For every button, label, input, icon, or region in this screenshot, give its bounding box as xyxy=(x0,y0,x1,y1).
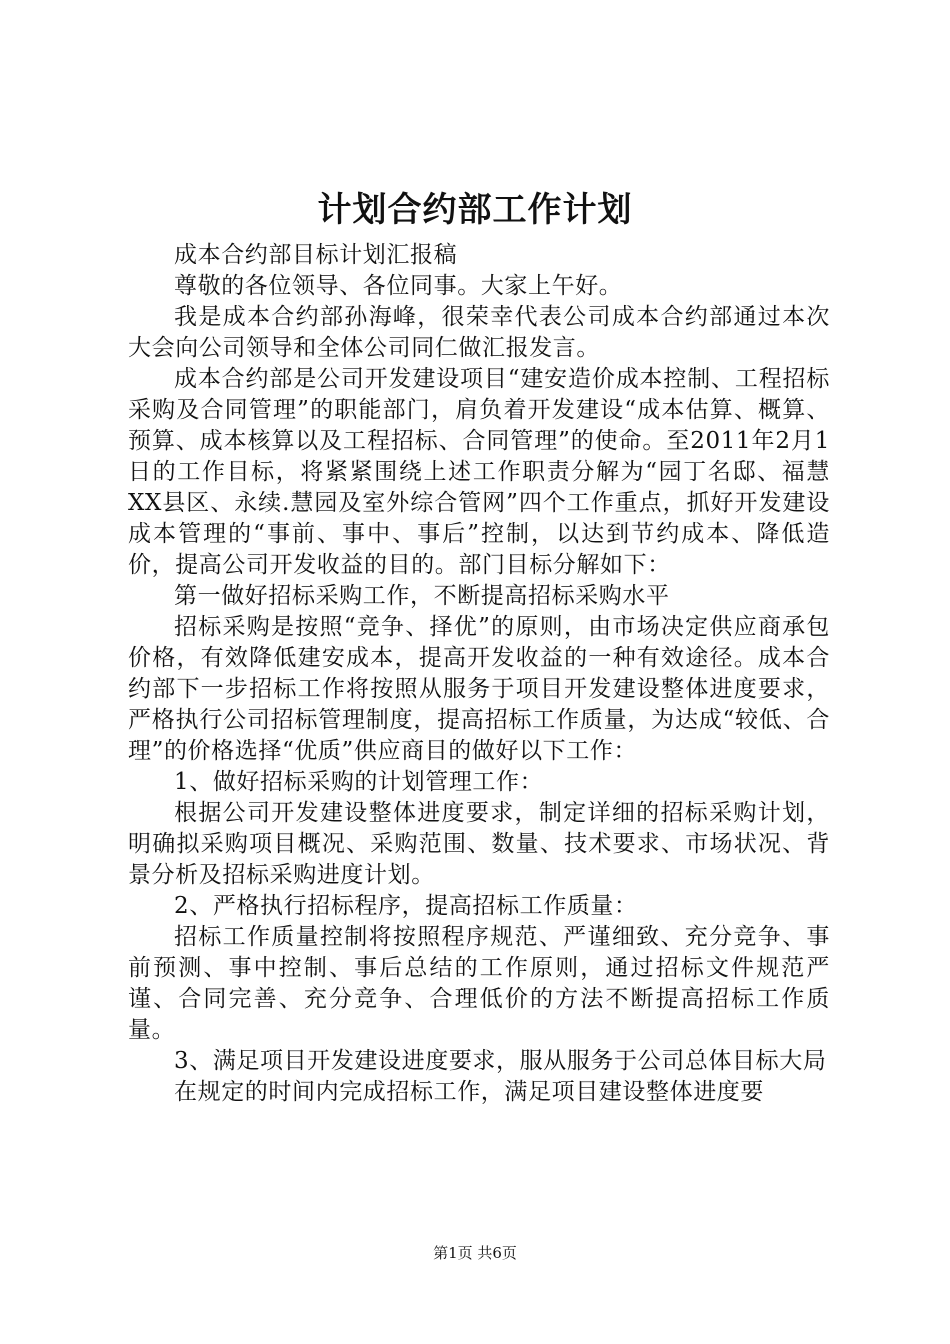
paragraph-subtitle: 成本合约部目标计划汇报稿 xyxy=(174,242,458,268)
document-title: 计划合约部工作计划 xyxy=(317,190,633,230)
paragraph-section-heading-1: 第一做好招标采购工作，不断提高招标采购水平 xyxy=(174,583,670,609)
paragraph-item-2-heading: 2、严格执行招标程序，提高招标工作质量： xyxy=(174,893,638,919)
paragraph-item-1-heading: 1、做好招标采购的计划管理工作： xyxy=(174,769,544,795)
paragraph-item-2-body: 招标工作质量控制将按照程序规范、严谨细致、充分竞争、事前预测、事中控制、事后总结的工作原则，通过招标文件规范严谨、合同完善、充分竞争、合理低价的方法不断提高招标工作质量。 xyxy=(128,924,830,1043)
paragraph-intro: 我是成本合约部孙海峰，很荣幸代表公司成本合约部通过本次大会向公司领导和全体公司同仁做汇报发言。 xyxy=(128,304,830,361)
page-footer: 第1页 共6页 xyxy=(433,1244,517,1262)
paragraph-bidding-overview: 招标采购是按照“竞争、择优”的原则，由市场决定供应商承包价格，有效降低建安成本，提高开发收益的一种有效途径。成本合约部下一步招标工作将按照从服务于项目开发建设整体进度要求，严格执行公司招标管理制度，提高招标工作质量，为达成“较低、合理”的价格选择“优质”供应商目的做好以下工作： xyxy=(128,614,830,764)
paragraph-department-role: 成本合约部是公司开发建设项目“建安造价成本控制、工程招标采购及合同管理”的职能部门，肩负着开发建设“成本估算、概算、预算、成本核算以及工程招标、合同管理”的使命。至2011年2月1日的工作目标，将紧紧围绕上述工作职责分解为“园丁名邸、福慧XX县区、永续.慧园及室外综合管网”四个工作重点，抓好开发建设成本管理的“事前、事中、事后”控制，以达到节约成本、降低造价，提高公司开发收益的目的。部门目标分解如下： xyxy=(128,366,830,578)
document-body xyxy=(128,240,830,1108)
paragraph-item-3-heading: 3、满足项目开发建设进度要求，服从服务于公司总体目标大局 xyxy=(174,1048,827,1074)
paragraph-greeting: 尊敬的各位领导、各位同事。大家上午好。 xyxy=(174,273,623,299)
paragraph-item-3-body: 在规定的时间内完成招标工作，满足项目建设整体进度要 xyxy=(174,1079,764,1105)
paragraph-item-1-body: 根据公司开发建设整体进度要求，制定详细的招标采购计划，明确拟采购项目概况、采购范围、数量、技术要求、市场状况、背景分析及招标采购进度计划。 xyxy=(128,800,830,888)
